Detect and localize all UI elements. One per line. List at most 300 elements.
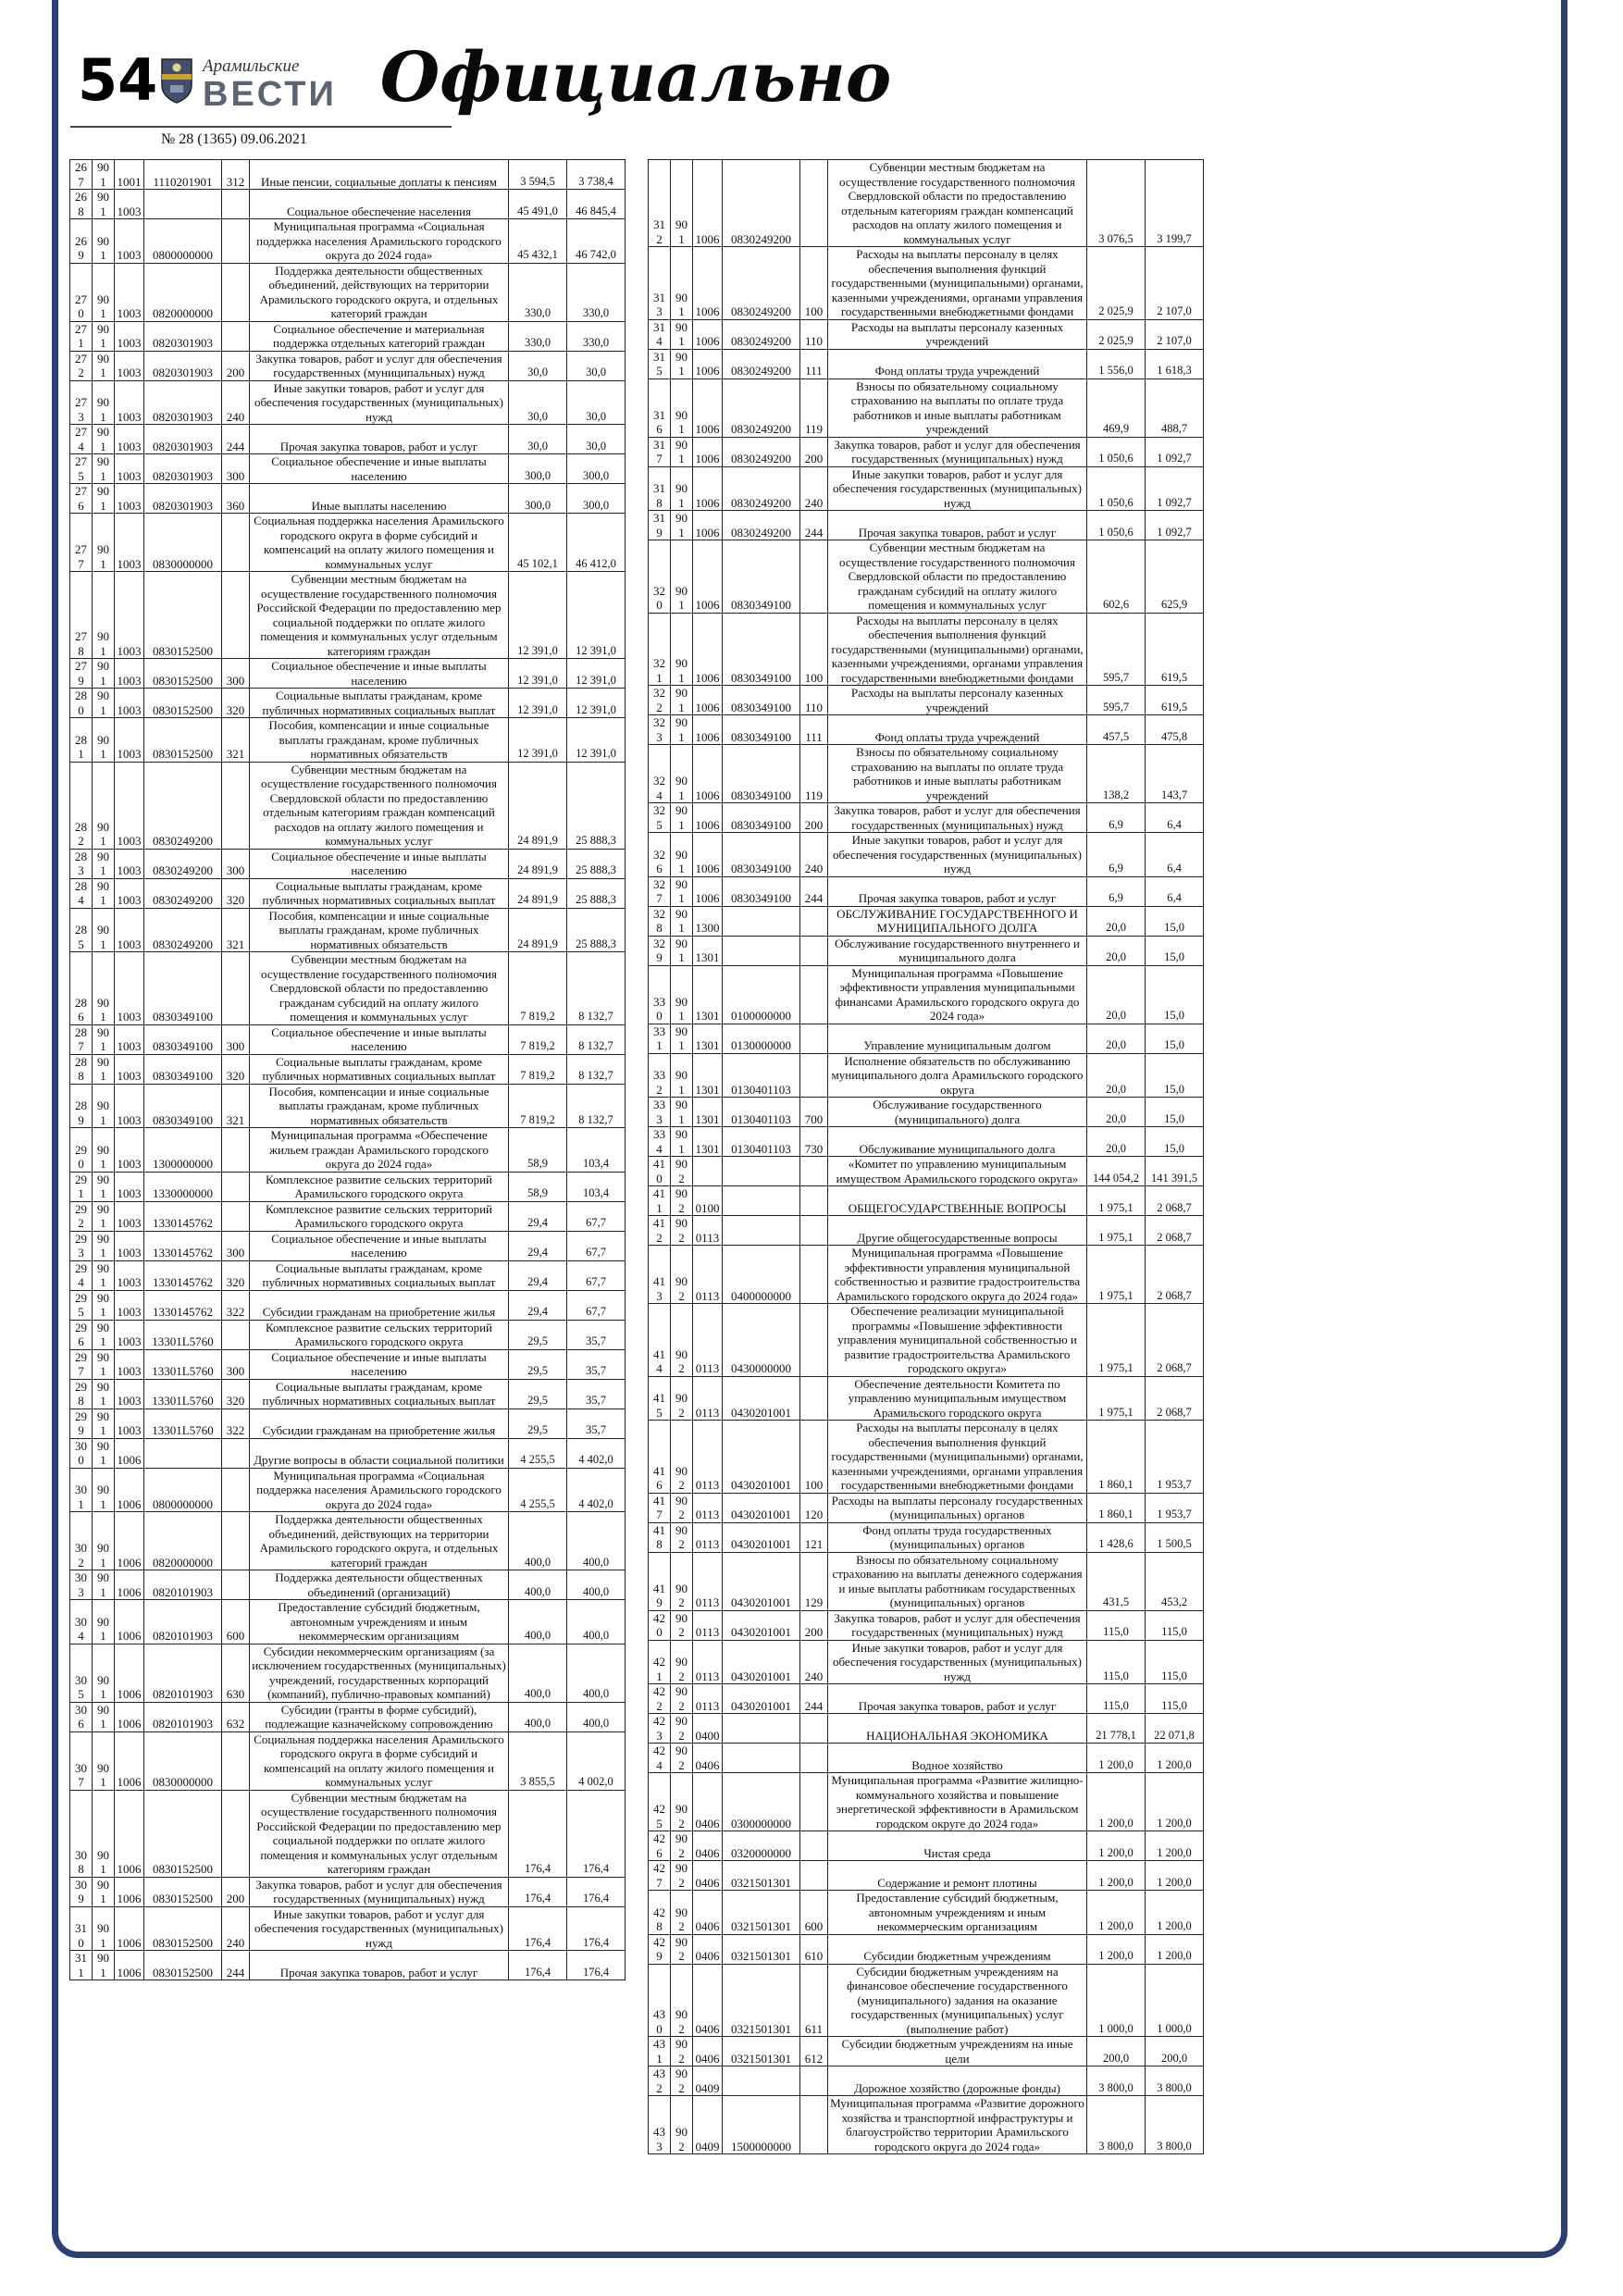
amount-year2: 176,4 [567,1790,626,1877]
expense-type-code [222,1790,250,1877]
amount-year2: 2 068,7 [1146,1304,1204,1377]
amount-year2: 4 402,0 [567,1438,626,1468]
section-code: 1003 [115,1409,144,1438]
row-number: 274 [70,425,93,454]
expense-type-code: 321 [222,908,250,952]
expense-type-code: 100 [800,247,828,320]
expense-name: Расходы на выплаты персоналу в целях обеспечения выполнения функций государственными (муниципальными) органами, казенными учреждениями, органами управления государственными внебюджетными фондами [828,1421,1087,1494]
expense-type-code: 320 [222,1054,250,1084]
row-number: 295 [70,1290,93,1320]
amount-year1: 138,2 [1087,745,1146,803]
expense-type-code: 200 [222,351,250,380]
grbs-code: 901 [671,437,693,466]
expense-name: Закупка товаров, работ и услуг для обеспечения государственных (муниципальных) нужд [828,1610,1087,1640]
grbs-code: 901 [671,319,693,349]
expense-name: Иные закупки товаров, работ и услуг для обеспечения государственных (муниципальных) нужд [250,380,509,425]
target-article-code: 0820101903 [144,1702,222,1731]
amount-year1: 30,0 [509,425,567,454]
table-row [70,1231,626,1260]
amount-year2: 67,7 [567,1290,626,1320]
section-code: 1006 [693,745,723,803]
section-code: 1003 [115,1128,144,1173]
expense-type-code [222,219,250,264]
amount-year2: 67,7 [567,1201,626,1231]
grbs-code: 901 [93,1349,115,1379]
grbs-code: 901 [93,572,115,659]
amount-year2: 6,4 [1146,803,1204,833]
expense-name: Прочая закупка товаров, работ и услуг [250,1951,509,1980]
row-number: 309 [70,1877,93,1906]
amount-year2: 1 000,0 [1146,1964,1204,2037]
row-number: 273 [70,380,93,425]
amount-year2: 400,0 [567,1512,626,1570]
expense-type-code [800,1376,828,1421]
amount-year2: 330,0 [567,263,626,321]
grbs-code: 901 [671,1127,693,1157]
row-number: 428 [649,1891,671,1935]
table-row [649,1744,1204,1773]
amount-year1: 58,9 [509,1128,567,1173]
expense-name: Поддержка деятельности общественных объединений, действующих на территории Арамильского городского округа, и отдельных категорий граждан [250,263,509,321]
grbs-code: 902 [671,1861,693,1891]
grbs-code: 901 [93,454,115,484]
expense-type-code: 111 [800,715,828,745]
section-code: 0406 [693,2037,723,2066]
amount-year2: 30,0 [567,380,626,425]
table-row [649,745,1204,803]
target-article-code: 0130401103 [723,1098,800,1127]
section-code: 1003 [115,689,144,718]
target-article-code: 0830349100 [723,745,800,803]
amount-year1: 4 255,5 [509,1438,567,1468]
target-article-code: 0830152500 [144,689,222,718]
amount-year1: 58,9 [509,1172,567,1201]
amount-year2: 46 845,4 [567,190,626,219]
row-number: 318 [649,466,671,511]
target-article-code: 0100000000 [723,965,800,1024]
amount-year2: 300,0 [567,454,626,484]
grbs-code: 901 [671,379,693,437]
section-title: Официально [379,38,892,118]
row-number: 419 [649,1552,671,1610]
row-number: 327 [649,876,671,906]
amount-year1: 29,5 [509,1409,567,1438]
amount-year1: 20,0 [1087,1098,1146,1127]
table-row [649,1964,1204,2037]
amount-year1: 21 778,1 [1087,1714,1146,1744]
row-number: 288 [70,1054,93,1084]
section-code: 1006 [693,319,723,349]
expense-name: Субвенции местным бюджетам на осуществление государственного полномочия Свердловской области по предоставлению гражданам субсидий на оплату жилого помещения и коммунальных услуг [250,952,509,1025]
grbs-code: 901 [671,686,693,715]
section-code: 1003 [115,878,144,908]
grbs-code: 901 [93,1128,115,1173]
amount-year2: 330,0 [567,321,626,351]
amount-year2: 1 200,0 [1146,1831,1204,1861]
target-article-code [723,2066,800,2096]
row-number: 418 [649,1522,671,1552]
expense-type-code: 110 [800,319,828,349]
table-row [649,803,1204,833]
table-row [70,484,626,514]
expense-type-code: 610 [800,1934,828,1964]
row-number: 323 [649,715,671,745]
expense-name: Управление муниципальным долгом [828,1024,1087,1053]
section-code: 1301 [693,936,723,965]
amount-year1: 6,9 [1087,833,1146,877]
expense-name: Другие общегосударственные вопросы [828,1216,1087,1246]
table-row [70,514,626,572]
expense-name: Субсидии гражданам на приобретение жилья [250,1409,509,1438]
section-code: 0113 [693,1304,723,1377]
section-code: 1006 [693,247,723,320]
amount-year1: 1 050,6 [1087,511,1146,540]
section-code: 0409 [693,2066,723,2096]
amount-year1: 400,0 [509,1570,567,1600]
section-code: 1003 [115,1260,144,1290]
amount-year1: 1 200,0 [1087,1934,1146,1964]
section-code: 1003 [115,425,144,454]
grbs-code: 901 [93,1084,115,1128]
row-number: 425 [649,1773,671,1831]
expense-type-code: 129 [800,1552,828,1610]
section-code: 1301 [693,965,723,1024]
expense-type-code [800,1216,828,1246]
amount-year2: 453,2 [1146,1552,1204,1610]
page-number: 54 [78,46,158,114]
target-article-code: 13301L5760 [144,1349,222,1379]
table-row [70,160,626,190]
target-article-code: 13301L5760 [144,1409,222,1438]
section-code: 0113 [693,1684,723,1714]
newspaper-name-main: ВЕСТИ [203,74,337,114]
amount-year1: 29,4 [509,1290,567,1320]
amount-year1: 300,0 [509,454,567,484]
amount-year1: 29,4 [509,1231,567,1260]
row-number: 281 [70,718,93,763]
table-row [649,1831,1204,1861]
expense-type-code: 322 [222,1290,250,1320]
section-code: 0406 [693,1861,723,1891]
expense-name: Другие вопросы в области социальной политики [250,1438,509,1468]
expense-type-code: 121 [800,1522,828,1552]
table-row [649,1304,1204,1377]
amount-year1: 115,0 [1087,1610,1146,1640]
expense-name: Поддержка деятельности общественных объединений (организаций) [250,1570,509,1600]
expense-name: Расходы на выплаты персоналу в целях обеспечения выполнения функций государственными (муниципальными) органами, казенными учреждениями, органами управления государственными внебюджетными фондами [828,247,1087,320]
row-number: 417 [649,1493,671,1522]
amount-year2: 12 391,0 [567,689,626,718]
grbs-code: 902 [671,1246,693,1304]
grbs-code: 901 [93,1231,115,1260]
row-number: 275 [70,454,93,484]
row-number: 287 [70,1024,93,1054]
expense-type-code [222,1731,250,1790]
expense-type-code: 320 [222,689,250,718]
table-row [649,466,1204,511]
expense-name: Содержание и ремонт плотины [828,1861,1087,1891]
section-code: 1003 [115,1172,144,1201]
amount-year2: 25 888,3 [567,762,626,849]
amount-year2: 619,5 [1146,613,1204,686]
expense-name: Социальное обеспечение и иные выплаты населению [250,1024,509,1054]
grbs-code: 901 [671,466,693,511]
amount-year2: 3 199,7 [1146,160,1204,247]
table-row [649,1522,1204,1552]
expense-type-code: 100 [800,1421,828,1494]
section-code: 1006 [115,1600,144,1644]
row-number: 317 [649,437,671,466]
table-row [649,1216,1204,1246]
row-number: 293 [70,1231,93,1260]
table-row [649,1861,1204,1891]
amount-year2: 35,7 [567,1409,626,1438]
expense-type-code [800,1246,828,1304]
table-row [70,659,626,689]
expense-type-code: 244 [800,511,828,540]
table-row [70,1201,626,1231]
section-code: 1006 [115,1438,144,1468]
amount-year1: 1 975,1 [1087,1186,1146,1216]
expense-name: Взносы по обязательному социальному страхованию на выплаты по оплате труда работников и иные выплаты работникам учреждений [828,745,1087,803]
row-number: 307 [70,1731,93,1790]
amount-year1: 1 428,6 [1087,1522,1146,1552]
section-code: 0113 [693,1552,723,1610]
target-article-code: 0820301903 [144,425,222,454]
row-number: 421 [649,1640,671,1684]
row-number: 294 [70,1260,93,1290]
expense-type-code: 119 [800,379,828,437]
table-row [649,2066,1204,2096]
target-article-code: 0830152500 [144,1906,222,1951]
target-article-code: 0430000000 [723,1304,800,1377]
expense-name: Иные закупки товаров, работ и услуг для обеспечения государственных (муниципальных) нужд [828,1640,1087,1684]
table-row [649,1891,1204,1935]
amount-year2: 15,0 [1146,1053,1204,1098]
target-article-code: 0820000000 [144,1512,222,1570]
table-row [70,1409,626,1438]
amount-year1: 45 491,0 [509,190,567,219]
target-article-code: 0820101903 [144,1570,222,1600]
grbs-code: 902 [671,1831,693,1861]
amount-year1: 12 391,0 [509,659,567,689]
table-row [70,1644,626,1702]
amount-year2: 475,8 [1146,715,1204,745]
row-number: 279 [70,659,93,689]
expense-name: Иные пенсии, социальные доплаты к пенсиям [250,160,509,190]
expense-type-code: 240 [800,1640,828,1684]
amount-year1: 7 819,2 [509,952,567,1025]
table-row [70,1512,626,1570]
grbs-code: 902 [671,2066,693,2096]
expense-name: Дорожное хозяйство (дорожные фонды) [828,2066,1087,2096]
grbs-code: 902 [671,1640,693,1684]
target-article-code: 0830000000 [144,514,222,572]
amount-year2: 15,0 [1146,1024,1204,1053]
amount-year1: 595,7 [1087,686,1146,715]
target-article-code: 1110201901 [144,160,222,190]
section-code: 0409 [693,2096,723,2154]
expense-type-code: 611 [800,1964,828,2037]
row-number: 300 [70,1438,93,1468]
row-number: 283 [70,849,93,878]
amount-year1: 3 800,0 [1087,2096,1146,2154]
table-row [649,613,1204,686]
row-number: 277 [70,514,93,572]
target-article-code: 0430201001 [723,1552,800,1610]
amount-year2: 15,0 [1146,965,1204,1024]
expense-name: Субсидии бюджетным учреждениям на финансовое обеспечение государственного (муниципального) задания на оказание государственных (муниципальных) услуг (выполнение работ) [828,1964,1087,2037]
table-row [70,454,626,484]
expense-name: Иные закупки товаров, работ и услуг для обеспечения государственных (муниципальных) нужд [250,1906,509,1951]
section-code: 1003 [115,1320,144,1349]
amount-year1: 176,4 [509,1790,567,1877]
target-article-code: 0830152500 [144,1790,222,1877]
expense-name: Субсидии бюджетным учреждениям [828,1934,1087,1964]
amount-year2: 115,0 [1146,1640,1204,1684]
row-number: 267 [70,160,93,190]
expense-name: Фонд оплаты труда учреждений [828,715,1087,745]
table-row [70,321,626,351]
row-number: 291 [70,1172,93,1201]
amount-year2: 1 092,7 [1146,511,1204,540]
grbs-code: 902 [671,1186,693,1216]
target-article-code: 0820301903 [144,454,222,484]
row-number: 420 [649,1610,671,1640]
target-article-code: 0830249200 [723,247,800,320]
amount-year2: 15,0 [1146,936,1204,965]
target-article-code: 0430201001 [723,1421,800,1494]
section-code: 0113 [693,1522,723,1552]
amount-year1: 29,5 [509,1349,567,1379]
target-article-code: 0300000000 [723,1773,800,1831]
amount-year2: 1 092,7 [1146,437,1204,466]
amount-year1: 29,4 [509,1201,567,1231]
grbs-code: 901 [93,1731,115,1790]
row-number: 305 [70,1644,93,1702]
expense-name: «Комитет по управлению муниципальным имуществом Арамильского городского округа» [828,1157,1087,1186]
expense-name: Социальное обеспечение и иные выплаты населению [250,1349,509,1379]
section-code: 1003 [115,1054,144,1084]
row-number: 328 [649,906,671,936]
grbs-code: 901 [671,833,693,877]
section-code: 0406 [693,1773,723,1831]
grbs-code: 901 [93,1877,115,1906]
section-code: 1006 [693,686,723,715]
table-row [649,1053,1204,1098]
expense-type-code [800,1831,828,1861]
amount-year2: 4 002,0 [567,1731,626,1790]
expense-name: Комплексное развитие сельских территорий Арамильского городского округа [250,1320,509,1349]
section-code: 1006 [693,803,723,833]
expense-type-code: 200 [800,803,828,833]
expense-name: Муниципальная программа «Социальная поддержка населения Арамильского городского округа до 2024 года» [250,219,509,264]
expense-type-code: 244 [800,876,828,906]
table-row [649,1714,1204,1744]
row-number: 422 [649,1684,671,1714]
expense-type-code [800,1714,828,1744]
expense-name: Пособия, компенсации и иные социальные выплаты гражданам, кроме публичных нормативных обязательств [250,908,509,952]
expense-type-code [222,1320,250,1349]
section-code: 1006 [115,1906,144,1951]
amount-year2: 103,4 [567,1172,626,1201]
row-number: 297 [70,1349,93,1379]
amount-year1: 2 025,9 [1087,247,1146,320]
target-article-code: 0830349100 [723,686,800,715]
grbs-code: 901 [671,247,693,320]
table-row [70,762,626,849]
expense-type-code: 700 [800,1098,828,1127]
section-code: 0406 [693,1891,723,1935]
row-number: 269 [70,219,93,264]
grbs-code: 901 [93,952,115,1025]
row-number: 315 [649,349,671,379]
row-number: 324 [649,745,671,803]
expense-name: Расходы на выплаты персоналу в целях обеспечения выполнения функций государственными (муниципальными) органами, казенными учреждениями, органами управления государственными внебюджетными фондами [828,613,1087,686]
section-code: 0113 [693,1376,723,1421]
budget-tables [69,159,1204,2154]
grbs-code: 901 [93,762,115,849]
expense-name: Обслуживание муниципального долга [828,1127,1087,1157]
expense-type-code [800,540,828,614]
expense-name: Водное хозяйство [828,1744,1087,1773]
section-code: 1301 [693,1024,723,1053]
target-article-code [723,1744,800,1773]
amount-year1: 176,4 [509,1951,567,1980]
row-number: 430 [649,1964,671,2037]
section-code: 1003 [115,321,144,351]
grbs-code: 901 [93,1024,115,1054]
amount-year1: 12 391,0 [509,718,567,763]
row-number: 411 [649,1186,671,1216]
row-number: 270 [70,263,93,321]
table-row [70,689,626,718]
expense-type-code: 240 [222,380,250,425]
amount-year1: 45 432,1 [509,219,567,264]
row-number: 332 [649,1053,671,1098]
expense-type-code: 300 [222,454,250,484]
row-number: 272 [70,351,93,380]
amount-year1: 4 255,5 [509,1468,567,1512]
row-number: 426 [649,1831,671,1861]
table-row [70,1349,626,1379]
grbs-code: 901 [93,1906,115,1951]
target-article-code: 0321501301 [723,1934,800,1964]
expense-name: Обеспечение деятельности Комитета по управлению муниципальным имуществом Арамильского городского округа [828,1376,1087,1421]
amount-year1: 400,0 [509,1702,567,1731]
target-article-code: 0830349100 [723,715,800,745]
amount-year2: 35,7 [567,1320,626,1349]
amount-year2: 619,5 [1146,686,1204,715]
section-code: 1003 [115,1201,144,1231]
expense-type-code: 300 [222,849,250,878]
grbs-code: 902 [671,1493,693,1522]
expense-name: Социальное обеспечение и иные выплаты населению [250,454,509,484]
amount-year2: 115,0 [1146,1610,1204,1640]
grbs-code: 902 [671,1934,693,1964]
grbs-code: 901 [93,1438,115,1468]
amount-year2: 8 132,7 [567,1024,626,1054]
expense-type-code: 320 [222,1379,250,1409]
expense-type-code: 100 [800,613,828,686]
row-number: 334 [649,1127,671,1157]
table-row [649,1421,1204,1494]
amount-year2: 6,4 [1146,876,1204,906]
newspaper-name-top: Арамильские [203,56,300,76]
amount-year2: 8 132,7 [567,1084,626,1128]
target-article-code: 0830249200 [144,849,222,878]
table-row [649,936,1204,965]
